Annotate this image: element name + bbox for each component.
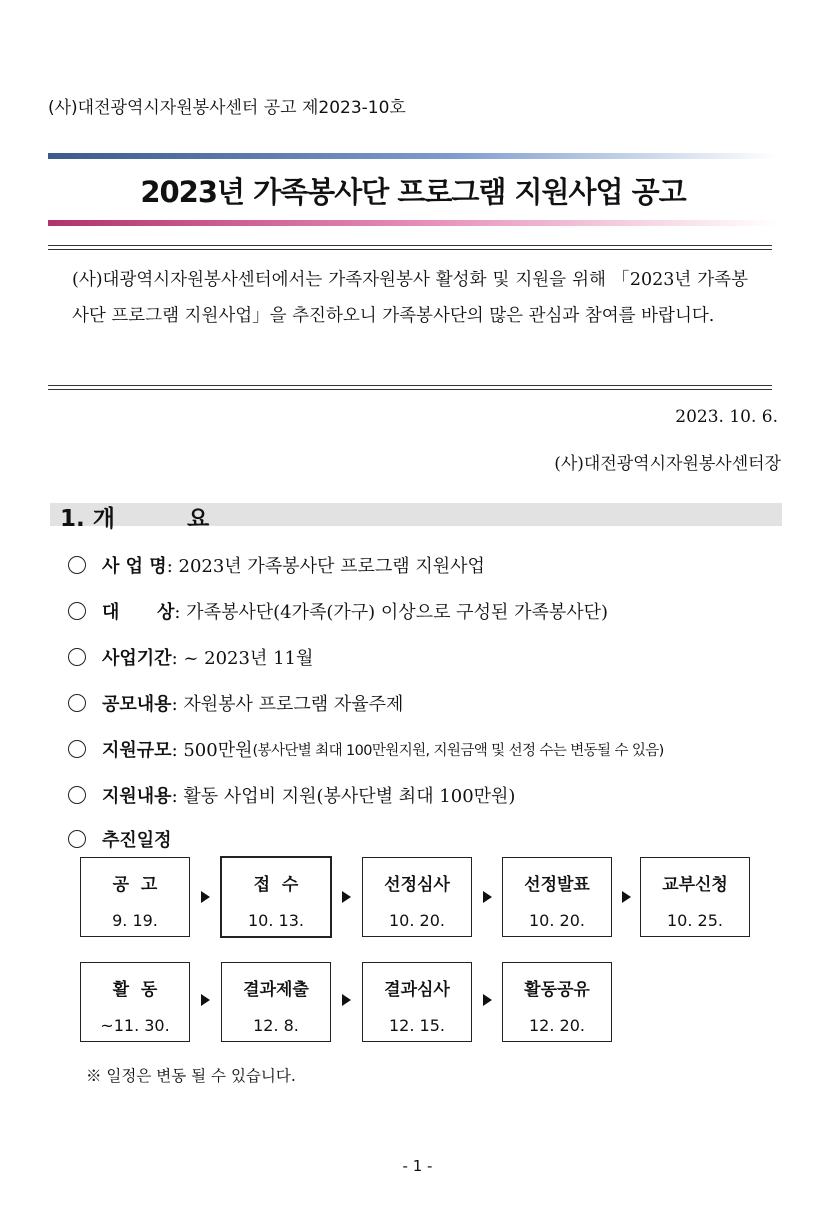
step-name: 공 고: [112, 875, 158, 895]
circle-bullet-icon: [68, 786, 86, 804]
step-name: 결과제출: [243, 980, 309, 1000]
title-top-gradient-bar: [48, 153, 778, 159]
item-value: : 2023년 가족봉사단 프로그램 지원사업: [166, 556, 485, 577]
schedule-step-result-review: [362, 962, 472, 1042]
arrow-right-icon: [483, 891, 492, 903]
item-value: : ~ 2023년 11월: [171, 648, 314, 669]
item-value: : 활동 사업비 지원(봉사단별 최대 100만원): [171, 786, 516, 807]
step-name: 접 수: [253, 875, 299, 895]
item-label: 대 상: [102, 602, 175, 623]
circle-bullet-icon: [68, 648, 86, 666]
list-item-scale: [68, 736, 664, 762]
schedule-step-activity: [80, 962, 190, 1042]
list-item-schedule: [68, 826, 172, 852]
step-date: 12. 20.: [529, 1016, 585, 1035]
schedule-step-announcement: [80, 857, 190, 937]
circle-bullet-icon: [68, 556, 86, 574]
circle-bullet-icon: [68, 740, 86, 758]
page-number: - 1 -: [402, 1157, 433, 1175]
schedule-note: ※ 일정은 변동 될 수 있습니다.: [86, 1067, 296, 1085]
item-note: (봉사단별 최대 100만원지원, 지원금액 및 선정 수는 변동될 수 있음): [252, 742, 664, 759]
arrow-right-icon: [622, 891, 631, 903]
step-name: 활 동: [112, 980, 158, 1000]
item-value: : 자원봉사 프로그램 자율주제: [171, 694, 404, 715]
item-label: 지원내용: [102, 786, 172, 807]
intro-bottom-divider: [48, 385, 772, 390]
step-date: 10. 20.: [389, 911, 445, 930]
circle-bullet-icon: [68, 602, 86, 620]
section-number: 1.: [60, 506, 85, 532]
list-item-period: [68, 644, 313, 670]
step-name: 교부신청: [662, 875, 728, 895]
item-label: 추진일정: [102, 830, 172, 851]
step-date: 10. 13.: [248, 911, 304, 930]
item-value: : 500만원: [171, 740, 253, 761]
section-title-second: 요: [186, 506, 210, 532]
step-name: 선정발표: [524, 875, 590, 895]
arrow-right-icon: [201, 891, 210, 903]
step-date: 9. 19.: [112, 911, 158, 930]
circle-bullet-icon: [68, 694, 86, 712]
schedule-step-review: [362, 857, 472, 937]
item-label: 지원규모: [102, 740, 172, 761]
step-date: ~11. 30.: [100, 1016, 170, 1035]
step-date: 10. 25.: [667, 911, 723, 930]
item-label: 사 업 명: [102, 556, 167, 577]
circle-bullet-icon: [68, 830, 86, 848]
schedule-step-reception: [220, 856, 332, 938]
step-name: 선정심사: [384, 875, 450, 895]
list-item-project-name: [68, 552, 485, 578]
arrow-right-icon: [342, 891, 351, 903]
arrow-right-icon: [483, 994, 492, 1006]
list-item-content: [68, 690, 403, 716]
step-date: 12. 8.: [253, 1016, 299, 1035]
title-bottom-gradient-bar: [48, 220, 778, 226]
step-date: 12. 15.: [389, 1016, 445, 1035]
section-title-first: 개: [92, 506, 187, 532]
item-label: 공모내용: [102, 694, 172, 715]
schedule-step-grant-application: [640, 857, 750, 937]
intro-top-divider: [48, 245, 772, 250]
step-name: 결과심사: [384, 980, 450, 1000]
issuer-name: (사)대전광역시자원봉사센터장: [554, 454, 781, 474]
step-date: 10. 20.: [529, 911, 585, 930]
arrow-right-icon: [201, 994, 210, 1006]
schedule-step-activity-sharing: [502, 962, 612, 1042]
item-label: 사업기간: [102, 648, 172, 669]
arrow-right-icon: [342, 994, 351, 1006]
list-item-support: [68, 782, 515, 808]
list-item-target: [68, 598, 608, 624]
schedule-step-announce-result: [502, 857, 612, 937]
section-heading-overview: [60, 500, 209, 533]
schedule-step-result-submission: [221, 962, 331, 1042]
item-value: : 가족봉사단(4가족(가구) 이상으로 구성된 가족봉사단): [174, 602, 609, 623]
notice-number: (사)대전광역시자원봉사센터 공고 제2023-10호: [48, 98, 406, 118]
notice-date: 2023. 10. 6.: [675, 407, 778, 427]
page-title: 2023년 가족봉사단 프로그램 지원사업 공고: [140, 175, 686, 209]
step-name: 활동공유: [524, 980, 590, 1000]
intro-paragraph: (사)대광역시자원봉사센터에서는 가족자원봉사 활성화 및 지원을 위해 「2023년 가족봉사단 프로그램 지원사업」을 추진하오니 가족봉사단의 많은 관심과 참여를 바랍니다.: [72, 270, 748, 326]
